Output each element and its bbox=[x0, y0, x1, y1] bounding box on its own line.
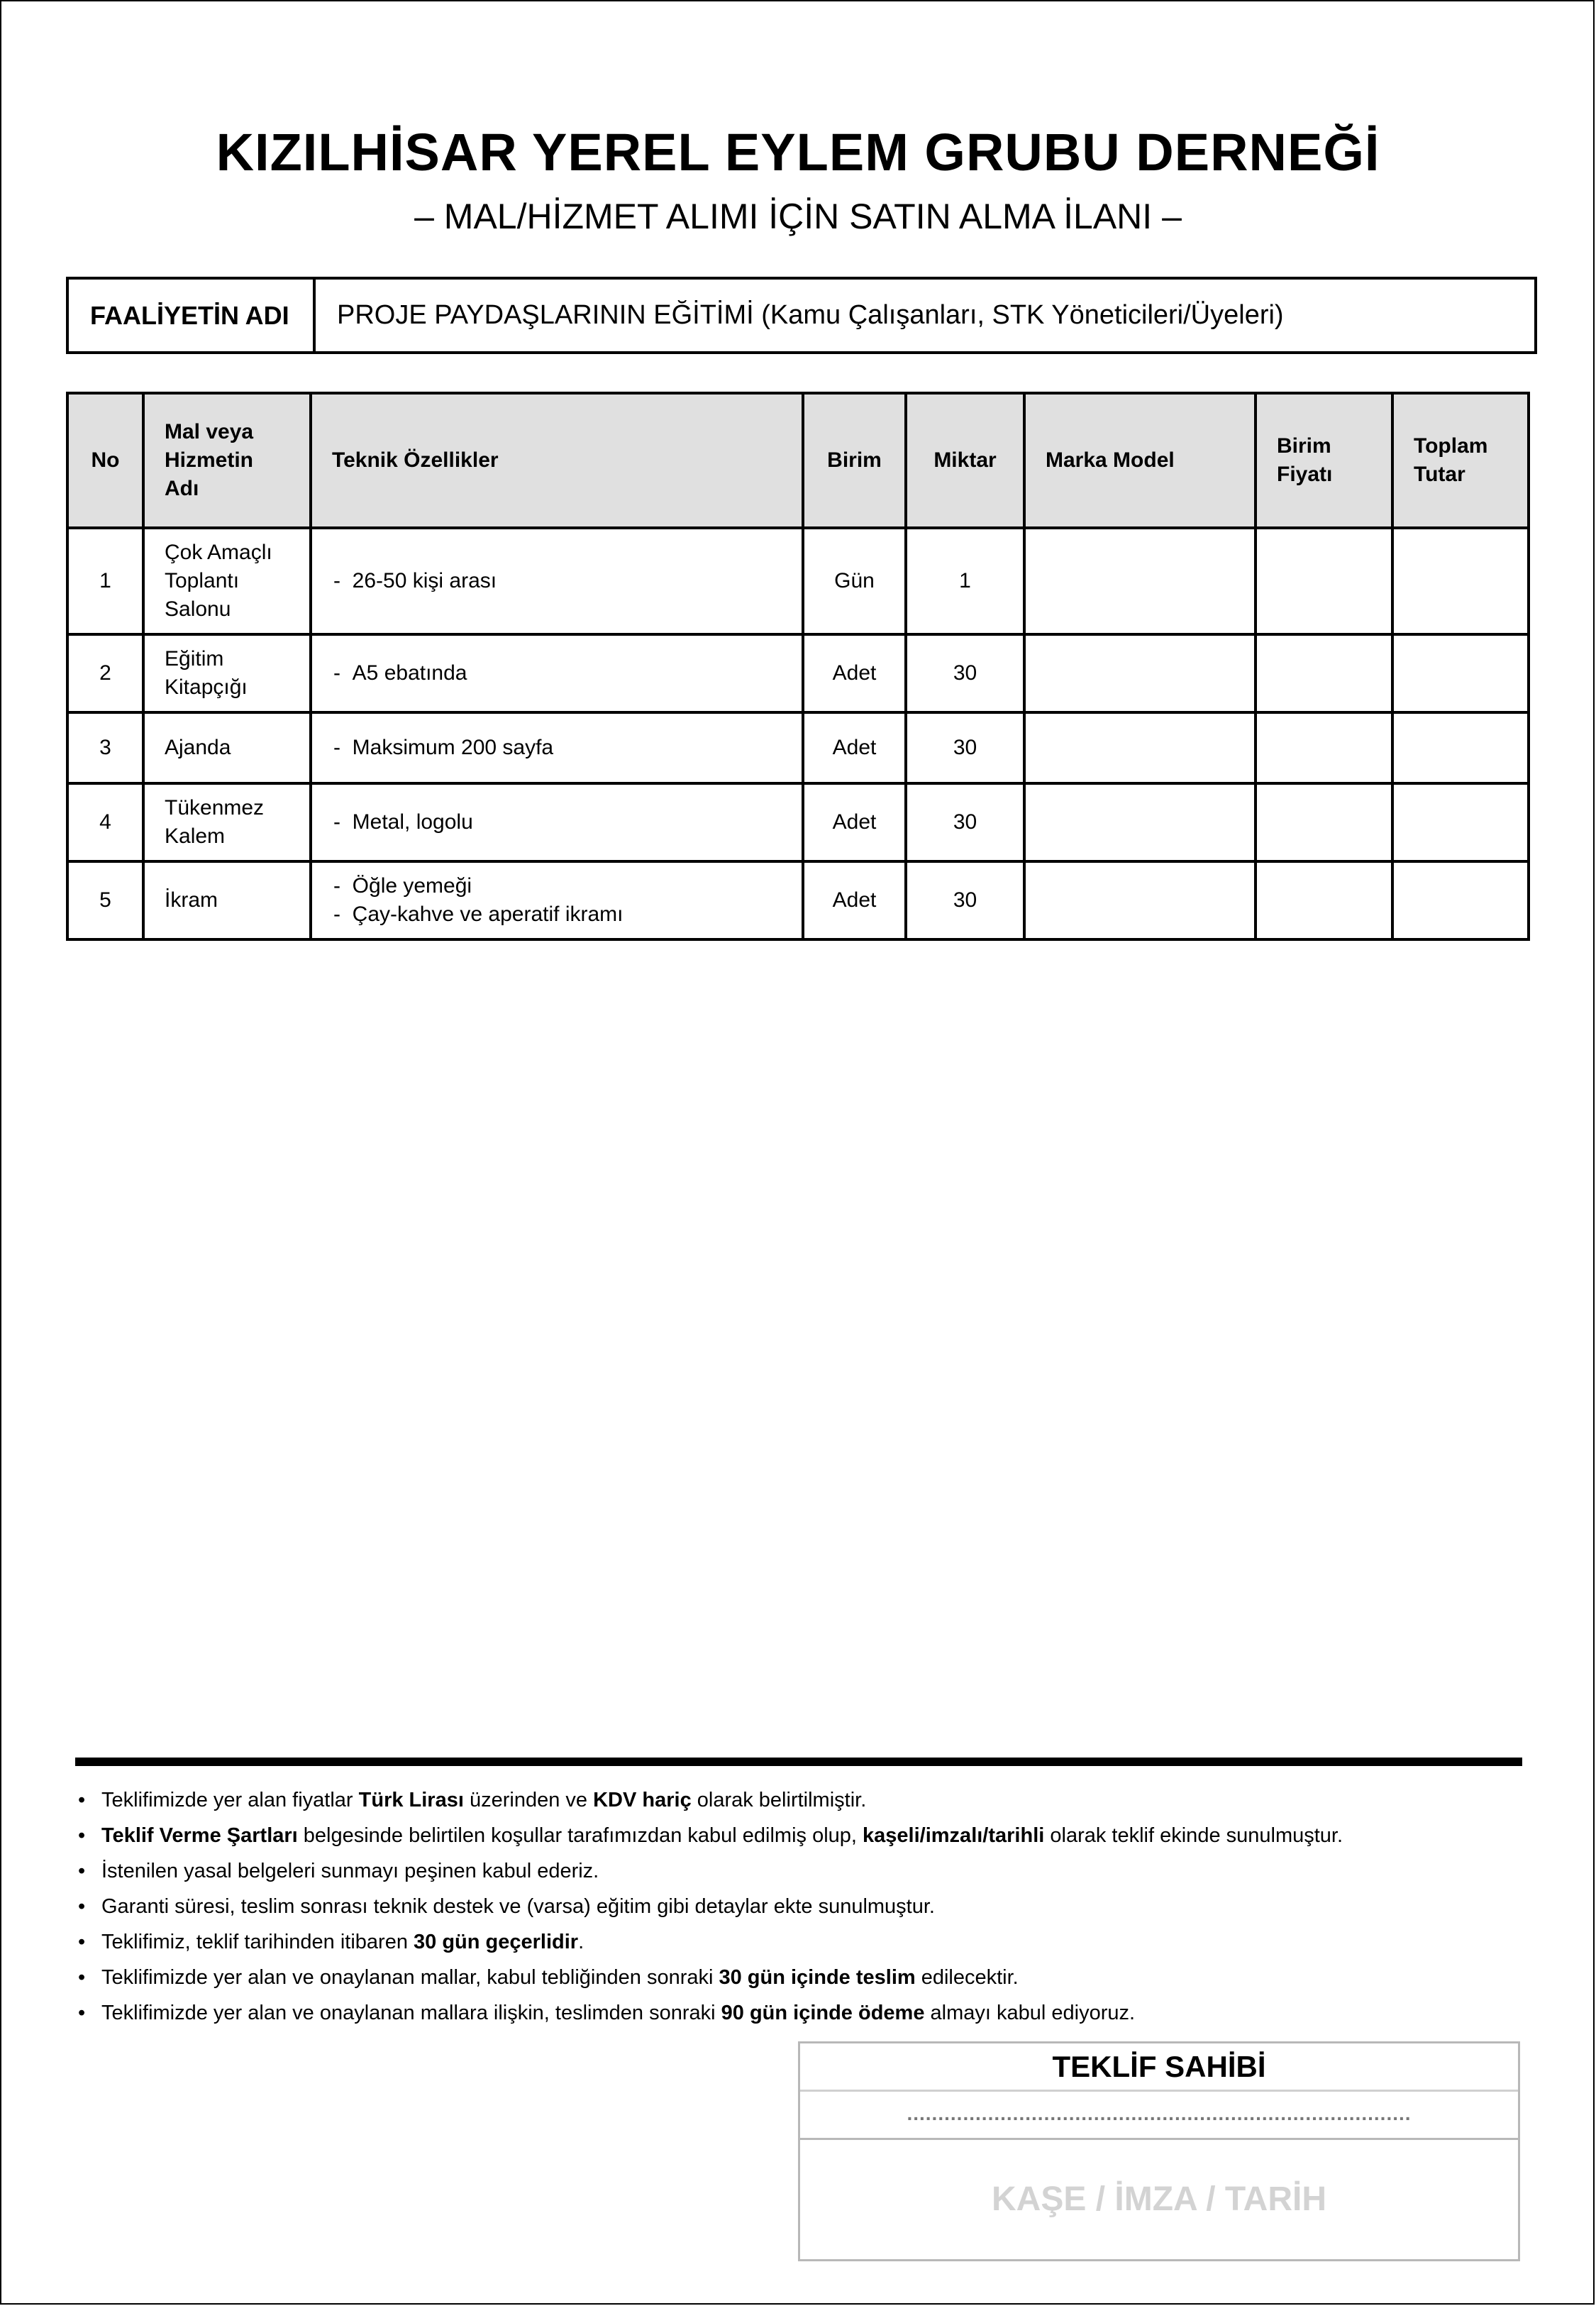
term-text: üzerinden ve bbox=[463, 1789, 594, 1811]
term-emphasis: kaşeli/imzalı/tarihli bbox=[863, 1824, 1045, 1847]
cell-no: 4 bbox=[67, 783, 143, 861]
cell-unit-price[interactable] bbox=[1256, 783, 1392, 861]
term-text: almayı kabul ediyoruz. bbox=[924, 2002, 1136, 2024]
cell-qty: 30 bbox=[906, 634, 1024, 712]
signature-box bbox=[798, 2041, 1520, 2261]
cell-name: Çok Amaçlı Toplantı Salonu bbox=[143, 528, 311, 634]
term-item bbox=[78, 1924, 1532, 1960]
table-row bbox=[67, 712, 1529, 783]
header-unit-price: Birim Fiyatı bbox=[1256, 393, 1392, 528]
cell-unit-price[interactable] bbox=[1256, 528, 1392, 634]
signature-dots-field[interactable]: ................................................................................. bbox=[800, 2090, 1518, 2140]
cell-name: İkram bbox=[143, 861, 311, 939]
header-total: Toplam Tutar bbox=[1392, 393, 1529, 528]
cell-qty: 30 bbox=[906, 861, 1024, 939]
cell-unit: Gün bbox=[803, 528, 906, 634]
cell-total[interactable] bbox=[1392, 783, 1529, 861]
cell-no: 2 bbox=[67, 634, 143, 712]
cell-specs bbox=[311, 528, 803, 634]
header-name: Mal veya Hizmetin Adı bbox=[143, 393, 311, 528]
cell-total[interactable] bbox=[1392, 712, 1529, 783]
bullet-icon: • bbox=[78, 2002, 86, 2024]
cell-brand[interactable] bbox=[1024, 861, 1256, 939]
term-text: olarak teklif ekinde sunulmuştur. bbox=[1044, 1824, 1343, 1847]
term-text: Teklifimiz, teklif tarihinden itibaren bbox=[101, 1931, 414, 1953]
table-header-row bbox=[67, 393, 1529, 528]
cell-total[interactable] bbox=[1392, 634, 1529, 712]
cell-total[interactable] bbox=[1392, 528, 1529, 634]
header-unit: Birim bbox=[803, 393, 906, 528]
term-emphasis: 30 gün içinde teslim bbox=[719, 1966, 916, 1989]
cell-specs bbox=[311, 783, 803, 861]
items-table bbox=[66, 392, 1530, 941]
term-item bbox=[78, 1853, 1532, 1889]
table-row bbox=[67, 634, 1529, 712]
table-body bbox=[67, 528, 1529, 939]
cell-specs bbox=[311, 861, 803, 939]
org-title: KIZILHİSAR YEREL EYLEM GRUBU DERNEĞİ bbox=[216, 123, 1380, 182]
term-text: Teklifimizde yer alan ve onaylanan mallar, kabul tebliğinden sonraki bbox=[101, 1966, 719, 1989]
header-qty: Miktar bbox=[906, 393, 1024, 528]
cell-name: Eğitim Kitapçığı bbox=[143, 634, 311, 712]
spec-line: - Çay-kahve ve aperatif ikramı bbox=[333, 900, 782, 929]
spec-line: - 26-50 kişi arası bbox=[333, 567, 782, 595]
term-emphasis: 90 gün içinde ödeme bbox=[721, 2002, 925, 2024]
terms-list bbox=[78, 1782, 1532, 2031]
cell-unit: Adet bbox=[803, 712, 906, 783]
cell-name: Ajanda bbox=[143, 712, 311, 783]
term-text: Teklifimizde yer alan fiyatlar bbox=[101, 1789, 359, 1811]
cell-unit-price[interactable] bbox=[1256, 634, 1392, 712]
bullet-icon: • bbox=[78, 1931, 86, 1953]
term-emphasis: Türk Lirası bbox=[358, 1789, 464, 1811]
term-text: . bbox=[578, 1931, 584, 1953]
bullet-icon: • bbox=[78, 1860, 86, 1882]
spec-line: - Maksimum 200 sayfa bbox=[333, 734, 782, 762]
term-text: Teklifimizde yer alan ve onaylanan mallara ilişkin, teslimden sonraki bbox=[101, 2002, 721, 2024]
term-item bbox=[78, 1818, 1532, 1853]
term-text: edilecektir. bbox=[915, 1966, 1019, 1989]
header-specs: Teknik Özellikler bbox=[311, 393, 803, 528]
cell-specs bbox=[311, 634, 803, 712]
document-subtitle: – MAL/HİZMET ALIMI İÇİN SATIN ALMA İLANI – bbox=[414, 197, 1182, 236]
bullet-icon: • bbox=[78, 1824, 86, 1847]
term-emphasis: 30 gün geçerlidir bbox=[414, 1931, 579, 1953]
cell-brand[interactable] bbox=[1024, 528, 1256, 634]
bullet-icon: • bbox=[78, 1895, 86, 1918]
table-row bbox=[67, 783, 1529, 861]
cell-brand[interactable] bbox=[1024, 783, 1256, 861]
header-no: No bbox=[67, 393, 143, 528]
activity-box bbox=[66, 277, 1537, 354]
term-emphasis: KDV hariç bbox=[593, 1789, 692, 1811]
spec-line: - Metal, logolu bbox=[333, 808, 782, 837]
cell-unit: Adet bbox=[803, 783, 906, 861]
activity-value: PROJE PAYDAŞLARININ EĞİTİMİ (Kamu Çalışanları, STK Yöneticileri/Üyeleri) bbox=[337, 300, 1284, 330]
cell-unit-price[interactable] bbox=[1256, 712, 1392, 783]
cell-total[interactable] bbox=[1392, 861, 1529, 939]
cell-unit-price[interactable] bbox=[1256, 861, 1392, 939]
term-text: olarak belirtilmiştir. bbox=[691, 1789, 867, 1811]
cell-name: Tükenmez Kalem bbox=[143, 783, 311, 861]
cell-qty: 30 bbox=[906, 783, 1024, 861]
bullet-icon: • bbox=[78, 1966, 86, 1989]
term-item bbox=[78, 1782, 1532, 1818]
bullet-icon: • bbox=[78, 1789, 86, 1811]
cell-no: 3 bbox=[67, 712, 143, 783]
header-brand: Marka Model bbox=[1024, 393, 1256, 528]
term-item bbox=[78, 1889, 1532, 1924]
cell-no: 1 bbox=[67, 528, 143, 634]
term-text: belgesinde belirtilen koşullar tarafımızdan kabul edilmiş olup, bbox=[297, 1824, 863, 1847]
term-item bbox=[78, 1995, 1532, 2031]
table-row bbox=[67, 861, 1529, 939]
cell-unit: Adet bbox=[803, 634, 906, 712]
spec-line: - Öğle yemeği bbox=[333, 872, 782, 900]
table-row bbox=[67, 528, 1529, 634]
cell-brand[interactable] bbox=[1024, 634, 1256, 712]
cell-unit: Adet bbox=[803, 861, 906, 939]
separator-rule bbox=[75, 1758, 1522, 1766]
spec-line: - A5 ebatında bbox=[333, 659, 782, 688]
activity-label: FAALİYETİN ADI bbox=[69, 280, 316, 351]
term-emphasis: Teklif Verme Şartları bbox=[101, 1824, 298, 1847]
term-item bbox=[78, 1960, 1532, 1995]
stamp-signature-date-area[interactable]: KAŞE / İMZA / TARİH bbox=[992, 2180, 1326, 2218]
cell-qty: 30 bbox=[906, 712, 1024, 783]
cell-qty: 1 bbox=[906, 528, 1024, 634]
cell-no: 5 bbox=[67, 861, 143, 939]
cell-brand[interactable] bbox=[1024, 712, 1256, 783]
signature-title: TEKLİF SAHİBİ bbox=[800, 2043, 1518, 2092]
term-text: Garanti süresi, teslim sonrası teknik destek ve (varsa) eğitim gibi detaylar ekte sunulmuştur. bbox=[101, 1895, 935, 1918]
term-text: İstenilen yasal belgeleri sunmayı peşinen kabul ederiz. bbox=[101, 1860, 599, 1882]
cell-specs bbox=[311, 712, 803, 783]
